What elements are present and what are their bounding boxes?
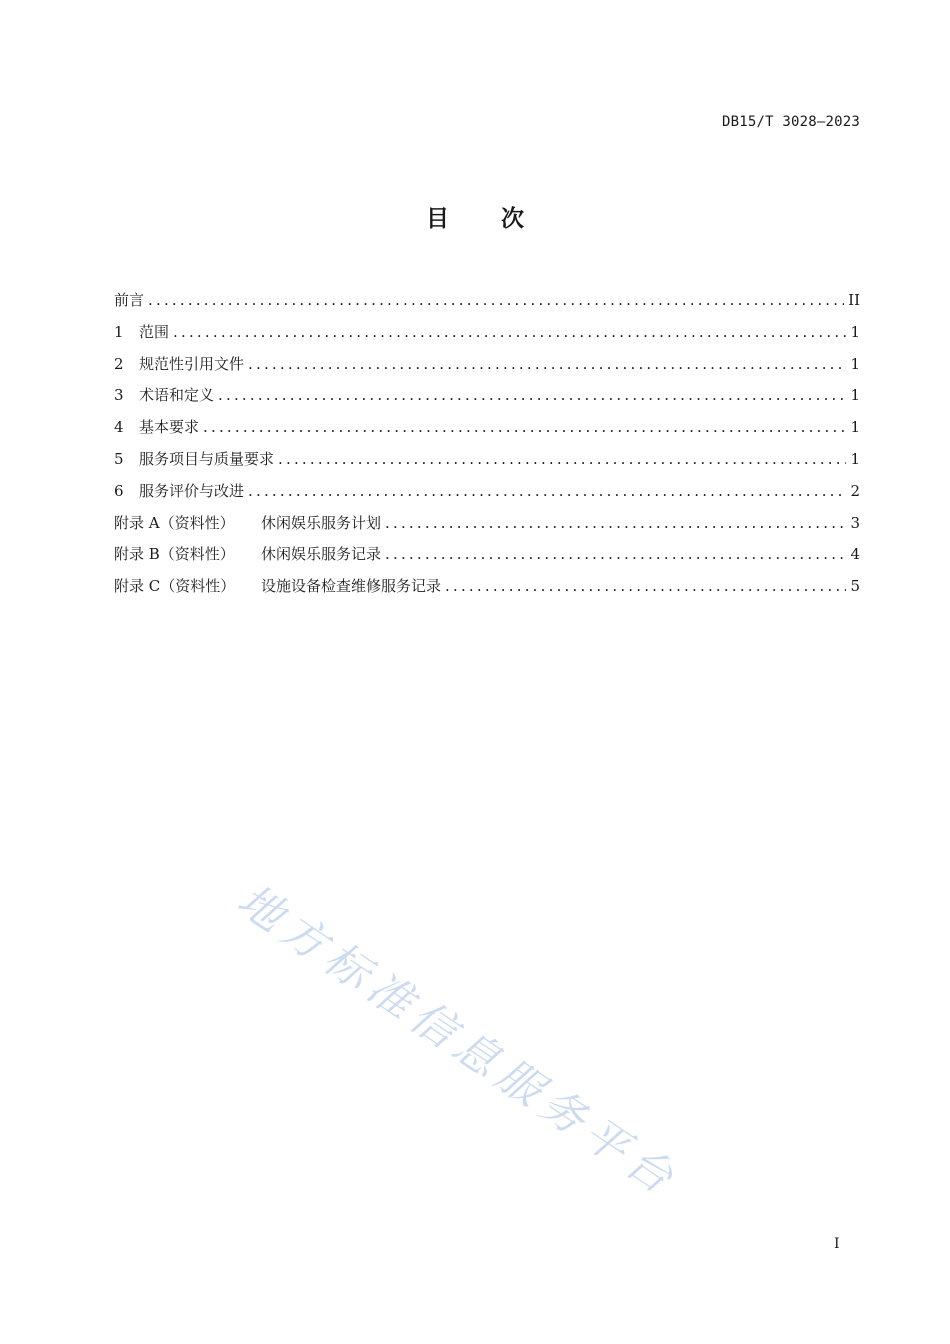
- toc-entry-number: 6: [114, 481, 124, 500]
- toc-entry-label: 术语和定义: [139, 386, 215, 405]
- toc-entry-page: 1: [850, 449, 860, 468]
- table-of-contents: [114, 289, 860, 607]
- toc-entry-label: 规范性引用文件: [139, 354, 245, 373]
- toc-entry-page: 4: [850, 545, 860, 564]
- toc-entry-scope[interactable]: [114, 321, 860, 353]
- toc-entry-appendix-prefix: 附录 B（资料性）: [114, 545, 235, 564]
- toc-entry-page: 3: [850, 513, 860, 532]
- toc-entry-normative-references[interactable]: [114, 353, 860, 385]
- toc-entry-label: 范围: [139, 322, 170, 341]
- toc-entry-page: 5: [850, 577, 860, 596]
- toc-entry-appendix-b[interactable]: [114, 543, 860, 575]
- toc-entry-label: 前言: [114, 291, 145, 309]
- toc-leader: [445, 577, 846, 595]
- toc-entry-page: II: [848, 291, 860, 309]
- toc-entry-label: 休闲娱乐服务记录: [261, 545, 382, 564]
- toc-entry-appendix-prefix: 附录 C（资料性）: [114, 577, 236, 596]
- toc-entry-page: 1: [850, 354, 860, 373]
- toc-leader: [248, 355, 846, 373]
- toc-entry-terms-definitions[interactable]: [114, 384, 860, 416]
- toc-leader: [173, 323, 846, 341]
- toc-entry-appendix-c[interactable]: [114, 575, 860, 607]
- toc-entry-service-evaluation[interactable]: [114, 480, 860, 512]
- toc-leader: [148, 291, 844, 309]
- toc-leader: [278, 450, 846, 468]
- toc-entry-appendix-a[interactable]: [114, 512, 860, 544]
- toc-entry-foreword[interactable]: [114, 289, 860, 321]
- toc-entry-number: 4: [114, 418, 124, 437]
- toc-entry-label: 基本要求: [139, 418, 200, 437]
- toc-entry-label: 服务评价与改进: [139, 481, 245, 500]
- toc-entry-label: 设施设备检查维修服务记录: [261, 577, 442, 596]
- toc-leader: [203, 418, 846, 436]
- page-title-char-2: 次: [501, 206, 524, 232]
- toc-leader: [248, 482, 846, 500]
- toc-entry-number: 1: [114, 322, 124, 341]
- toc-entry-label: 休闲娱乐服务计划: [261, 513, 382, 532]
- watermark: 地方标准信息服务平台: [228, 874, 688, 1208]
- page-title: [0, 200, 950, 233]
- toc-entry-label: 服务项目与质量要求: [139, 449, 275, 468]
- toc-entry-number: 5: [114, 449, 124, 468]
- toc-entry-page: 1: [850, 322, 860, 341]
- toc-entry-basic-requirements[interactable]: [114, 416, 860, 448]
- toc-leader: [385, 545, 846, 563]
- toc-entry-page: 2: [850, 481, 860, 500]
- toc-entry-appendix-prefix: 附录 A（资料性）: [114, 513, 235, 532]
- document-code: DB15/T 3028—2023: [721, 114, 860, 130]
- toc-entry-page: 1: [850, 386, 860, 405]
- toc-leader: [218, 386, 846, 404]
- toc-entry-number: 2: [114, 354, 124, 373]
- toc-entry-page: 1: [850, 418, 860, 437]
- toc-entry-number: 3: [114, 386, 124, 405]
- toc-entry-service-items[interactable]: [114, 448, 860, 480]
- toc-leader: [385, 514, 846, 532]
- page-number: I: [834, 1236, 840, 1252]
- page-title-char-1: 目: [426, 206, 449, 232]
